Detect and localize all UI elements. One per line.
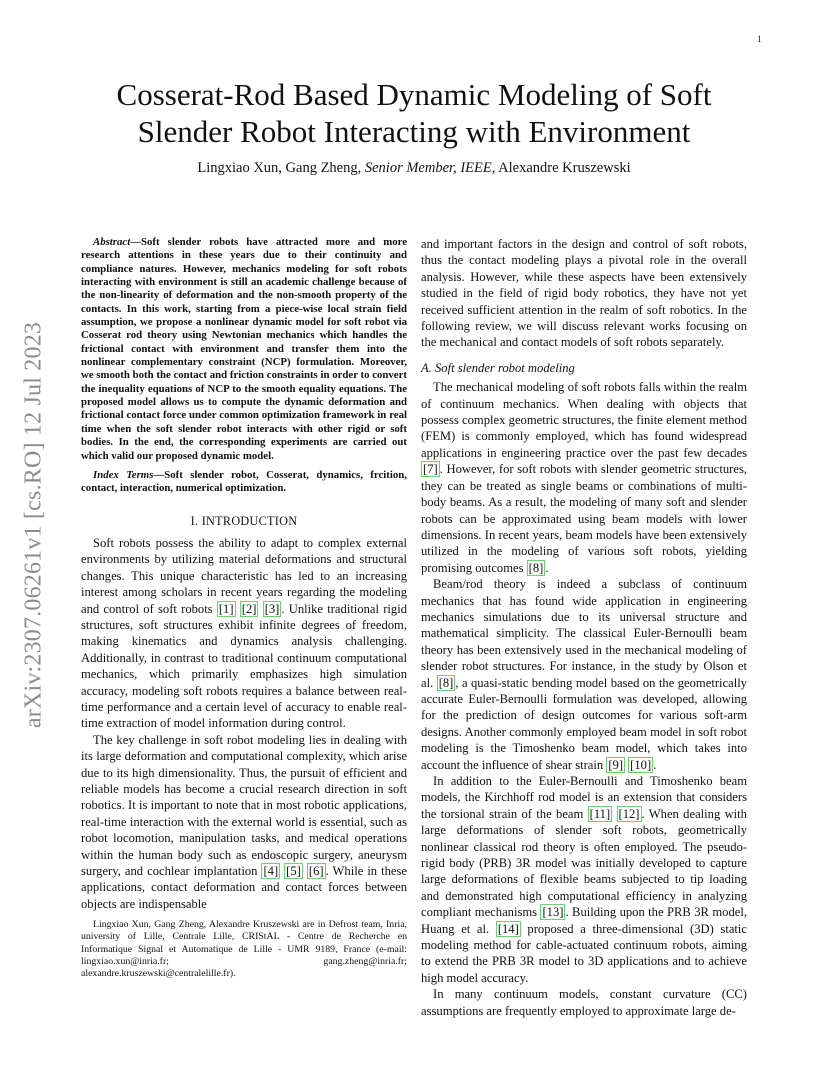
author-names-2: , Alexandre Kruszewski — [491, 160, 631, 176]
index-terms — [81, 469, 407, 496]
author-names: Lingxiao Xun, Gang Zheng, — [197, 160, 365, 176]
citation-link[interactable]: [2] — [241, 601, 257, 616]
citation-link[interactable]: [11] — [589, 806, 611, 821]
author-footnote: Lingxiao Xun, Gang Zheng, Alexandre Kruszewski are in Defrost team, Inria, university of Lille, Centrale Lille, CRIStAL - Centre de Recherche en Informatique Signal et Automatique de Lille - UMR 9189, France (e-mail: lingxiao.xun@inria.fr; gang.zheng@inria.fr; alexandre.kruszewski@centralelille.fr). — [81, 919, 407, 980]
arxiv-watermark: arXiv:2307.06261v1 [cs.RO] 12 Jul 2023 — [20, 321, 47, 729]
abstract-text: —Soft slender robots have attracted more and more research attentions in these years due to their continuity and compliance natures. However, mechanics modeling for soft robots interacting with environment is still an academic challenge because of the non-linearity of deformation and the non-smooth property of the contacts. In this work, starting from a piece-wise local strain field assumption, we propose a nonlinear dynamic model for soft robot via Cosserat rod theory using Newtonian mechanics which handles the frictional contact with environment and transfer them into the nonlinear complementary constraint (NCP) formulation. Moreover, we smooth both the contact and friction constraints in order to convert the inequality equations of NCP to the smooth equality equations. The proposed model allows us to compute the dynamic deformation and frictional contact force under common optimization framework in real time when the soft slender robot interacts with other rigid or soft bodies. In the end, the corresponding experiments are carried out which valid our proposed dynamic model. — [81, 236, 407, 462]
right-paragraph-4: In many continuum models, constant curvature (CC) assumptions are frequently employed to approximate large de- — [421, 987, 747, 1018]
citation-link[interactable]: [6] — [308, 864, 324, 879]
citation-link[interactable]: [13] — [542, 905, 564, 920]
citation-link[interactable]: [5] — [286, 864, 301, 879]
index-terms-lead: Index Terms — [93, 468, 154, 481]
citation-link[interactable]: [14] — [497, 921, 519, 936]
right-paragraph-2: Beam/rod theory is indeed a subclass of continuum mechanics that has found wide application in engineering mechanics simulations due to its universal structure and mathematical simplicity. The classical Euler-Bernoulli beam theory has been extensively used in the mechanical modeling of slender robot structures. For instance, in the study by Olson et al. [8] , a quasi-static bending model based on the geometrically accurate Euler-Bernoulli formulation was developed, allowing for the prediction of design outcomes for various soft-arm designs. Another commonly employed beam model in soft robot modeling is the Timoshenko beam model, which takes into account the influence of shear strain [9] [10] . — [421, 577, 747, 772]
page-number: 1 — [757, 34, 762, 44]
citation-link[interactable]: [1] — [218, 601, 234, 616]
right-paragraph-1: The mechanical modeling of soft robots falls within the realm of continuum mechanics. When dealing with objects that possess complex geometric structures, the finite element method (FEM) is commonly employed, which has found widespread applications in engineering practice over the past few decades [7] . However, for soft robots with slender geometric structures, they can be treated as single beams or combinations of multi-body beams. As a result, the modeling of many soft and slender robots can be approximated using beam models with lower dimensions. In recent years, beam models have been extensively utilized in the modeling of various soft robots, yielding promising outcomes [8] . — [421, 380, 747, 575]
citation-link[interactable]: [7] — [423, 462, 438, 477]
subsection-heading-a: A. Soft slender robot modeling — [421, 360, 575, 375]
section-heading-introduction: I. INTRODUCTION — [190, 513, 298, 528]
paper-title: Cosserat-Rod Based Dynamic Modeling of Soft Slender Robot Interacting with Environment — [116, 77, 712, 149]
abstract-lead: Abstract — [93, 236, 131, 248]
citation-link[interactable]: [4] — [263, 864, 279, 879]
citation-link[interactable]: [12] — [618, 806, 640, 821]
right-paragraph-0: and important factors in the design and control of soft robots, thus the contact modeling plays a pivotal role in the overall analysis. However, while these aspects have been extensively studied in the field of rigid body robotics, they have not yet received sufficient attention in the realm of soft robotics. In the following review, we will discuss relevant works focusing on the mechanical and contact models of soft robots separately. — [421, 237, 747, 350]
citation-link[interactable]: [8] — [438, 675, 454, 690]
intro-paragraph-2: The key challenge in soft robot modeling lies in dealing with its large deformation and computational complexity, which arise due to its high dimensionality. Thus, the pursuit of efficient and reliable models has become a crucial research direction in soft robotics. It is important to note that in most robotic applications, real-time interaction with the external world is essential, such as robot locomotion, manipulation tasks, and medical operations within the human body such as endoscopic surgery, aneurysm surgery, and cochlear implantation [4] [5] [6] . While in these applications, contact deformation and contact forces between objects are indispensable — [81, 732, 408, 911]
citation-link[interactable]: [3] — [264, 601, 280, 616]
right-column — [421, 236, 747, 1019]
author-role: Senior Member, IEEE — [364, 160, 492, 176]
citation-link[interactable]: [8] — [528, 560, 544, 575]
right-paragraph-3: In addition to the Euler-Bernoulli and Timoshenko beam models, the Kirchhoff rod model is an extension that considers the torsional strain of the beam [11] [12] . When dealing with large deformations of slender soft robots, geometrically nonlinear classical rod theory is often employed. The pseudo-rigid body (PRB) 3R model was initially developed to capture large deformations of flexible beams subjected to tip loading and demonstrated high computational efficiency in analyzing compliant mechanisms [13] . Building upon the PRB 3R model, Huang et al. [14] proposed a three-dimensional (3D) static modeling method for cable-actuated continuum robots, aiming to extend the PRB 3R model to 3D applications and to achieve high model accuracy. — [421, 774, 747, 985]
citation-link[interactable]: [9] — [608, 757, 624, 772]
intro-paragraph-1: Soft robots possess the ability to adapt to complex external environments by utilizing material deformations and structural changes. This unique characteristic has led to an increasing interest among scholars in recent years regarding the modeling and control of soft robots [1] [2] [3] . Unlike traditional rigid structures, soft structures exhibit infinite degrees of freedom, making kinematics and dynamics analysis challenging. Additionally, in contrast to traditional continuum computational mechanics, which primarily emphasizes high simulation accuracy, modeling soft robots requires a balance between real-time performance and a certain level of accuracy to enable real-time extraction of model information during control. — [81, 535, 408, 731]
index-terms-text: —Soft slender robot, Cosserat, dynamics, frcition, contact, interaction, numerical optimization. — [81, 468, 407, 495]
abstract — [81, 236, 407, 463]
citation-link[interactable]: [10] — [630, 757, 652, 772]
author-line — [70, 160, 758, 177]
left-column — [81, 236, 407, 990]
